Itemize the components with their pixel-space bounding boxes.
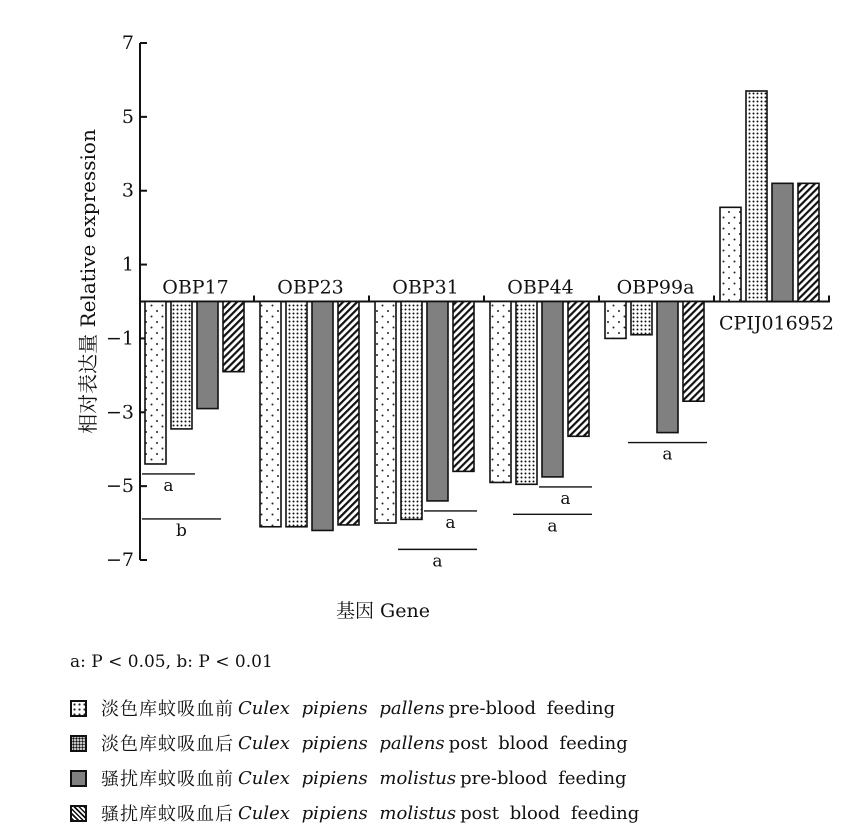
significance-label: a bbox=[445, 512, 456, 533]
y-tick-label: 7 bbox=[121, 32, 134, 54]
x-axis-title: 基因 Gene bbox=[336, 600, 430, 622]
y-tick-label: 5 bbox=[121, 105, 134, 128]
legend-swatch bbox=[70, 735, 87, 752]
category-label: OBP31 bbox=[392, 276, 459, 299]
y-tick-label: −3 bbox=[105, 401, 134, 424]
bar bbox=[145, 302, 166, 464]
bar bbox=[312, 302, 333, 531]
bar bbox=[401, 302, 422, 520]
legend-item bbox=[70, 730, 639, 756]
significance-label: b bbox=[176, 520, 187, 541]
bar bbox=[746, 91, 767, 301]
legend-label-stage: pre-blood feeding bbox=[460, 767, 627, 789]
bar bbox=[427, 302, 448, 501]
significance-label: a bbox=[163, 475, 174, 496]
bar bbox=[631, 302, 652, 335]
significance-label: a bbox=[662, 444, 673, 465]
bar bbox=[683, 302, 704, 402]
legend-label-species: Culex pipiens pallens bbox=[238, 697, 445, 719]
y-tick-label: −1 bbox=[105, 327, 134, 350]
significance-label: a bbox=[432, 551, 443, 572]
category-label: OBP44 bbox=[507, 276, 574, 299]
bar bbox=[338, 302, 359, 525]
legend bbox=[70, 695, 639, 835]
y-axis-title: 相对表达量 Relative expression bbox=[76, 129, 100, 434]
y-tick-label: 1 bbox=[121, 253, 134, 276]
legend-label-stage: pre-blood feeding bbox=[448, 697, 616, 719]
bar bbox=[171, 302, 192, 429]
category-label: OBP17 bbox=[162, 276, 229, 299]
y-tick-label: 3 bbox=[121, 179, 134, 202]
bar bbox=[375, 302, 396, 524]
legend-label-species: Culex pipiens pallens bbox=[238, 732, 445, 754]
category-label: CPIJ016952 bbox=[719, 312, 834, 335]
bar bbox=[260, 302, 281, 527]
bar bbox=[568, 302, 589, 437]
significance-label: a bbox=[547, 516, 558, 537]
bar bbox=[516, 302, 537, 485]
legend-label-stage: post blood feeding bbox=[460, 802, 640, 824]
category-label: OBP99a bbox=[616, 276, 695, 299]
legend-label-chinese: 淡色库蚊吸血后 bbox=[101, 734, 234, 755]
bar bbox=[720, 207, 741, 301]
legend-item bbox=[70, 800, 639, 826]
legend-label-chinese: 骚扰库蚊吸血前 bbox=[101, 769, 234, 790]
y-tick-label: −7 bbox=[105, 549, 134, 571]
legend-label-species: Culex pipiens molistus bbox=[238, 802, 457, 824]
legend-swatch bbox=[70, 700, 87, 717]
legend-item bbox=[70, 765, 639, 791]
significance-label: a bbox=[560, 488, 571, 509]
y-tick-label: −5 bbox=[105, 475, 134, 498]
bar bbox=[542, 302, 563, 477]
bar bbox=[197, 302, 218, 409]
legend-item bbox=[70, 695, 639, 721]
bar bbox=[798, 183, 819, 301]
category-label: OBP23 bbox=[277, 276, 344, 299]
bar bbox=[453, 302, 474, 472]
bar bbox=[605, 302, 626, 339]
legend-label-chinese: 骚扰库蚊吸血后 bbox=[101, 804, 234, 825]
legend-label-chinese: 淡色库蚊吸血前 bbox=[101, 699, 234, 720]
legend-swatch bbox=[70, 770, 87, 787]
bar bbox=[657, 302, 678, 433]
bar bbox=[223, 302, 244, 372]
bar bbox=[490, 302, 511, 483]
bar bbox=[286, 302, 307, 527]
legend-label-species: Culex pipiens molistus bbox=[238, 767, 457, 789]
bar bbox=[772, 183, 793, 301]
significance-note: a: P < 0.05, b: P < 0.01 bbox=[70, 652, 273, 672]
legend-swatch bbox=[70, 805, 87, 822]
legend-label-stage: post blood feeding bbox=[448, 732, 628, 754]
